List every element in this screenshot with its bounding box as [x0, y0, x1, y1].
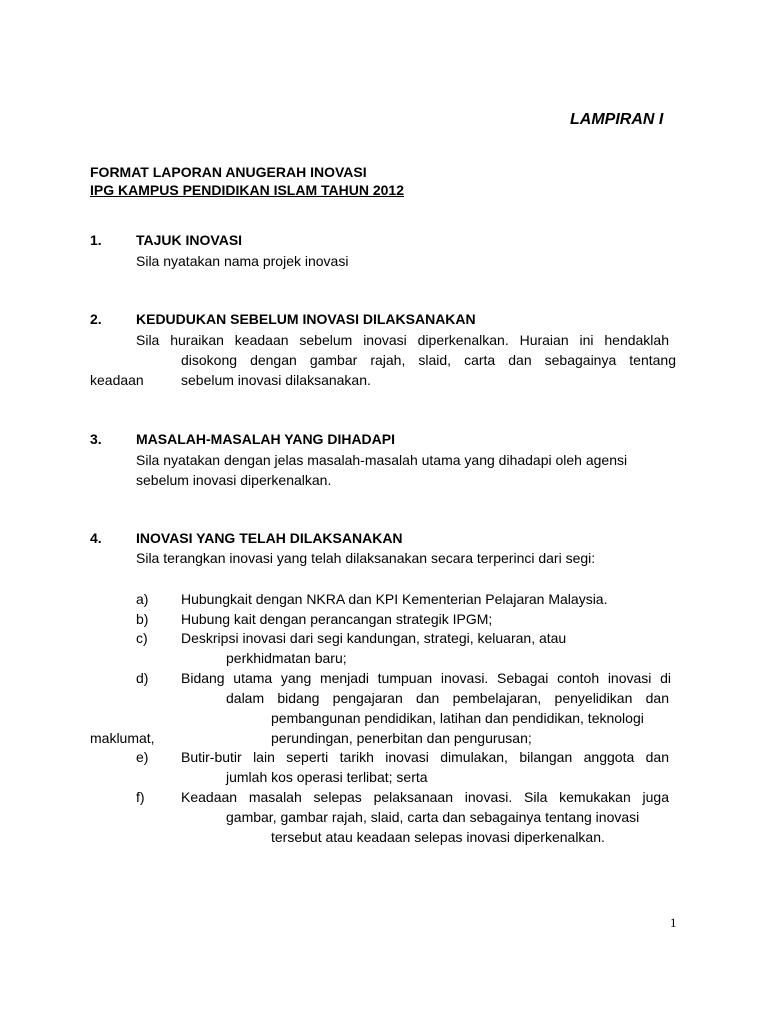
list-item-label: a) [136, 591, 149, 607]
section-number: 4. [90, 530, 102, 546]
list-item-line: Deskripsi inovasi dari segi kandungan, strategi, keluaran, atau [181, 630, 567, 646]
list-item-line: Keadaan masalah selepas pelaksanaan inovasi. Sila kemukakan juga [181, 789, 669, 805]
section-body-line: Sila nyatakan dengan jelas masalah-masalah utama yang dihadapi oleh agensi [136, 452, 628, 468]
section-title: TAJUK INOVASI [136, 232, 243, 248]
section-body-line: sebelum inovasi diperkenalkan. [136, 472, 332, 488]
list-item-line: jumlah kos operasi terlibat; serta [226, 769, 428, 785]
list-item-line: gambar, gambar rajah, slaid, carta dan sebagainya tentang inovasi [226, 809, 640, 825]
list-item-line: Hubungkait dengan NKRA dan KPI Kementerian Pelajaran Malaysia. [181, 591, 608, 607]
section-body-line: Sila huraikan keadaan sebelum inovasi diperkenalkan. Huraian ini hendaklah [136, 332, 669, 348]
document-heading-line2: IPG KAMPUS PENDIDIKAN ISLAM TAHUN 2012 [90, 182, 405, 198]
document-heading-line1: FORMAT LAPORAN ANUGERAH INOVASI [90, 164, 367, 180]
section-title: KEDUDUKAN SEBELUM INOVASI DILAKSANAKAN [136, 311, 476, 327]
section-number: 3. [90, 431, 102, 447]
section-body-line: disokong dengan gambar rajah, slaid, carta dan sebagainya tentang [181, 352, 676, 368]
list-item-label: c) [136, 630, 148, 646]
section-body-line: keadaan [90, 372, 144, 388]
list-item-line: pembangunan pendidikan, latihan dan pendidikan, teknologi [271, 710, 644, 726]
list-item-line: dalam bidang pengajaran dan pembelajaran, penyelidikan dan [226, 690, 669, 706]
list-item-line: maklumat, [90, 730, 155, 746]
list-item-label: e) [136, 749, 149, 765]
section-title: INOVASI YANG TELAH DILAKSANAKAN [136, 530, 403, 546]
section-title: MASALAH-MASALAH YANG DIHADAPI [136, 431, 396, 447]
list-item-label: d) [136, 670, 149, 686]
list-item-label: b) [136, 611, 149, 627]
list-item-line: perundingan, penerbitan dan pengurusan; [271, 730, 532, 746]
list-item-label: f) [136, 789, 145, 805]
list-item-line: Butir-butir lain seperti tarikh inovasi dimulakan, bilangan anggota dan [181, 749, 669, 765]
section-body-line: Sila terangkan inovasi yang telah dilaksanakan secara terperinci dari segi: [136, 550, 596, 566]
list-item-line: perkhidmatan baru; [226, 650, 347, 666]
section-body-line: Sila nyatakan nama projek inovasi [136, 253, 349, 269]
section-number: 1. [90, 232, 102, 248]
page-number: 1 [670, 915, 677, 930]
list-item-line: Hubung kait dengan perancangan strategik IPGM; [181, 611, 493, 627]
appendix-title: LAMPIRAN I [570, 111, 664, 128]
list-item-line: tersebut atau keadaan selepas inovasi diperkenalkan. [271, 829, 605, 845]
list-item-line: Bidang utama yang menjadi tumpuan inovasi. Sebagai contoh inovasi di [181, 670, 671, 686]
section-number: 2. [90, 311, 102, 327]
section-body-line: sebelum inovasi dilaksanakan. [181, 372, 371, 388]
